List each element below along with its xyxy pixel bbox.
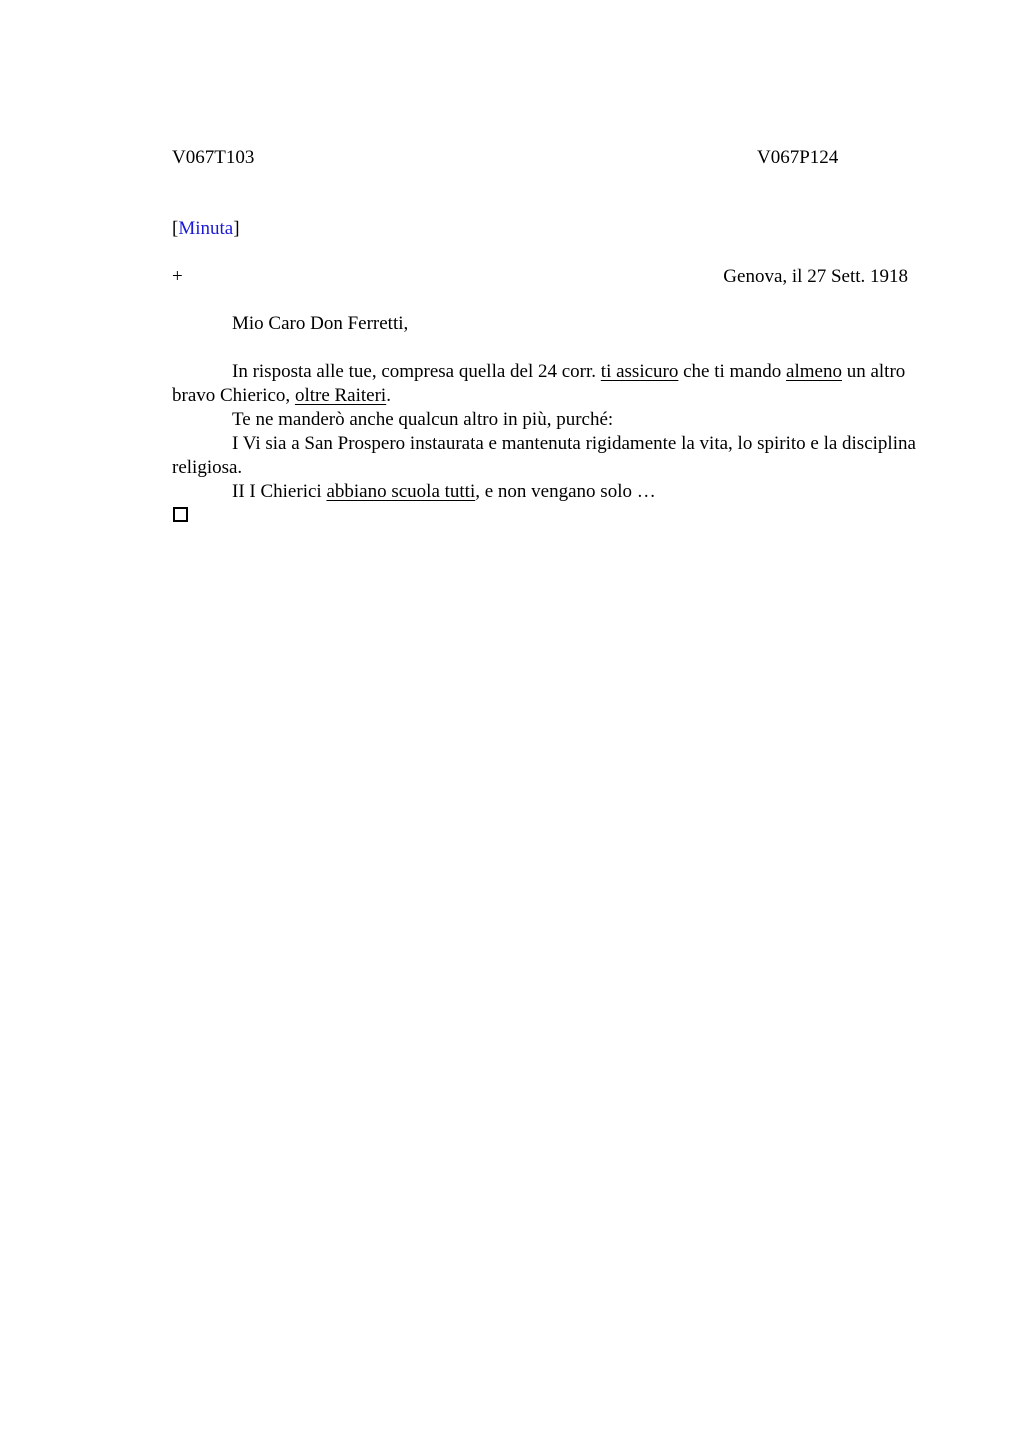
text-segment: II I Chierici [232,481,327,502]
text-segment: un altro bravo Chierico, [172,361,906,406]
end-marker-square-icon [173,507,188,522]
document-reference-left: V067T103 [172,147,255,168]
text-segment: , e non vengano solo … [475,481,656,502]
underlined-text: almeno [786,361,842,382]
paragraph-2: Te ne manderò anche qualcun altro in più, purché: [232,409,614,430]
bracket-open: [ [172,218,179,239]
underlined-text: abbiano scuola tutti [326,481,476,502]
document-reference-right: V067P124 [757,147,839,168]
minuta-link[interactable]: Minuta [178,218,234,239]
bracket-close: ] [233,218,240,239]
paragraph-1 [172,360,924,408]
letter-body [172,360,924,504]
underlined-text: oltre Raiteri [294,385,387,406]
underlined-text: ti assicuro [600,361,679,382]
paragraph-3: I Vi sia a San Prospero instaurata e mantenuta rigidamente la vita, lo spirito e la disciplina religiosa. [172,433,916,478]
cross-symbol: + [172,266,183,287]
paragraph-4 [172,480,924,504]
place-date: Genova, il 27 Sett. 1918 [723,266,908,287]
salutation: Mio Caro Don Ferretti, [232,313,409,334]
text-segment: che ti mando [678,361,787,382]
minuta-tag [172,217,240,241]
text-segment: In risposta alle tue, compresa quella del 24 corr. [232,361,601,382]
text-segment: . [386,385,391,406]
